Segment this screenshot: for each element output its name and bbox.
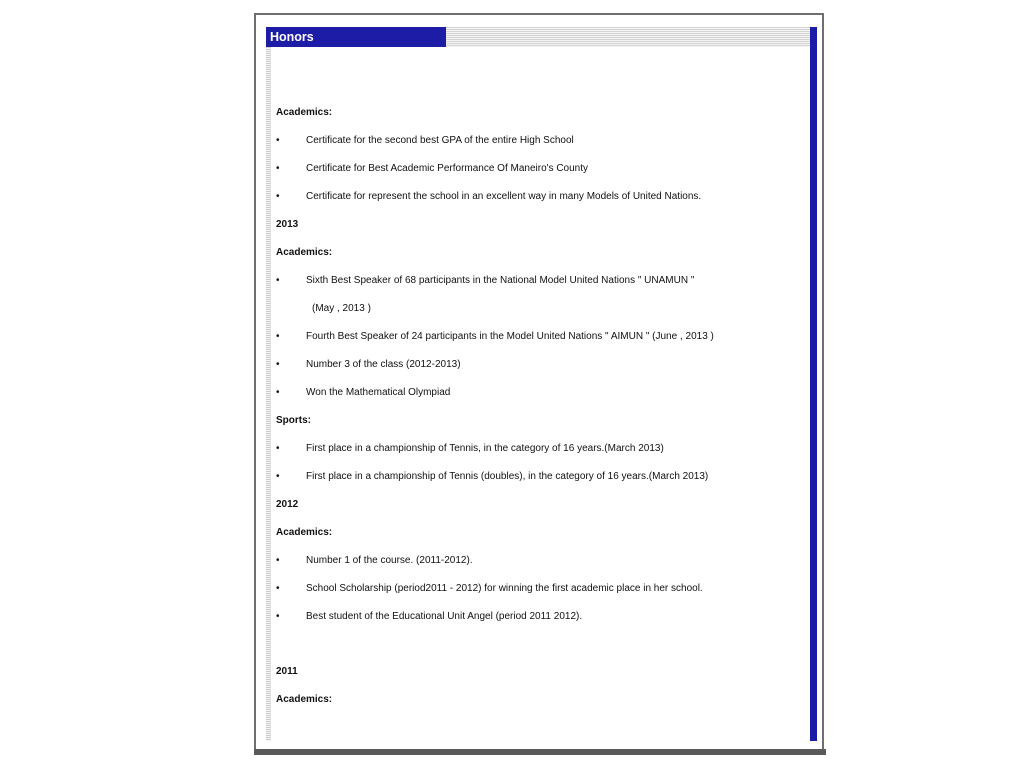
list-item-text: First place in a championship of Tennis, in the category of 16 years.(March 2013)	[306, 443, 664, 454]
list-item-text: Won the Mathematical Olympiad	[306, 387, 451, 398]
page-shadow	[254, 749, 826, 755]
heading-academics: Academics:	[276, 247, 333, 258]
list-item-text: Certificate for represent the school in an excellent way in many Models of United Nations.	[306, 191, 702, 202]
list-item-text: Certificate for the second best GPA of the entire High School	[306, 135, 574, 146]
bullet-icon: •	[276, 471, 280, 482]
section-title: Honors	[266, 27, 446, 47]
bullet-icon: •	[276, 191, 280, 202]
heading-sports: Sports:	[276, 415, 311, 426]
bullet-icon: •	[276, 331, 280, 342]
list-item-text: (May , 2013 )	[312, 303, 371, 314]
heading-academics: Academics:	[276, 527, 333, 538]
list-item-text: Number 1 of the course. (2011-2012).	[306, 555, 473, 566]
list-item-text: Best student of the Educational Unit Angel (period 2011 2012).	[306, 611, 583, 622]
heading-academics: Academics:	[276, 107, 333, 118]
list-item-text: First place in a championship of Tennis (doubles), in the category of 16 years.(March 2013)	[306, 471, 709, 482]
list-item-text: Sixth Best Speaker of 68 participants in the National Model United Nations " UNAMUN "	[306, 275, 695, 286]
list-item-text: Certificate for Best Academic Performance Of Maneiro's County	[306, 163, 589, 174]
heading-year-2011: 2011	[276, 666, 298, 677]
bullet-icon: •	[276, 443, 280, 454]
bullet-icon: •	[276, 275, 280, 286]
honors-content	[256, 15, 822, 751]
bullet-icon: •	[276, 583, 280, 594]
bullet-icon: •	[276, 611, 280, 622]
heading-academics: Academics:	[276, 694, 333, 705]
heading-year-2013: 2013	[276, 219, 299, 230]
list-item-text: Fourth Best Speaker of 24 participants in the Model United Nations " AIMUN " (June , 2013 )	[306, 331, 714, 342]
document-page	[254, 13, 824, 753]
bullet-icon: •	[276, 163, 280, 174]
list-item-text: Number 3 of the class (2012-2013)	[306, 359, 461, 370]
bullet-icon: •	[276, 359, 280, 370]
bullet-icon: •	[276, 555, 280, 566]
bullet-icon: •	[276, 387, 280, 398]
list-item-text: School Scholarship (period2011 - 2012) for winning the first academic place in her school.	[306, 583, 703, 594]
bullet-icon: •	[276, 135, 280, 146]
heading-year-2012: 2012	[276, 499, 299, 510]
